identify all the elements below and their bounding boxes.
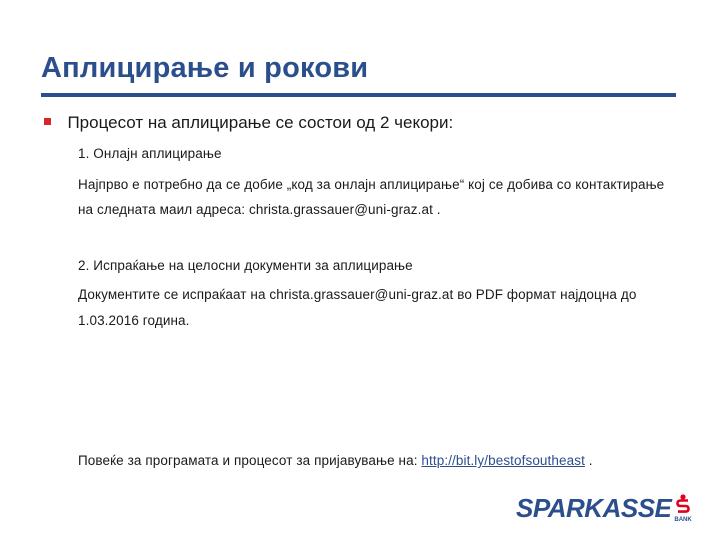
bullet-square-icon: [44, 118, 51, 125]
more-info-suffix: .: [584, 453, 593, 468]
step2-heading: 2. Испраќање на целосни документи за аплицирање: [78, 258, 413, 273]
step2-line2: 1.03.2016 година.: [78, 313, 190, 328]
more-info-link[interactable]: http://bit.ly/bestofsoutheast: [421, 453, 585, 468]
bullet-text: Процесот на аплицирање се состои од 2 чекори:: [67, 113, 454, 132]
step1-heading: 1. Онлајн аплицирање: [78, 146, 222, 161]
slide-title: Аплицирање и рокови: [41, 52, 369, 84]
logo-bank-label: BANK: [674, 516, 692, 523]
step2-line1: Документите се испраќаат на christa.grassauer@uni-graz.at во PDF формат најдоцна до: [78, 287, 637, 302]
more-info-prefix: Повеќе за програмата и процесот за пријавување на:: [78, 453, 422, 468]
sparkasse-logo: [516, 490, 692, 526]
title-underline: [41, 93, 676, 97]
logo-wordmark: SPARKASSE: [516, 493, 672, 523]
bullet-item: [44, 113, 453, 133]
step1-line1: Најпрво е потребно да се добие „код за онлајн аплицирање“ кој се добива со контактирање: [78, 177, 665, 192]
step1-line2: на следната маил адреса: christa.grassauer@uni-graz.at .: [78, 202, 441, 217]
more-info-line: [78, 453, 593, 468]
sparkasse-s-icon: [675, 494, 691, 516]
logo-mark: [674, 494, 691, 523]
